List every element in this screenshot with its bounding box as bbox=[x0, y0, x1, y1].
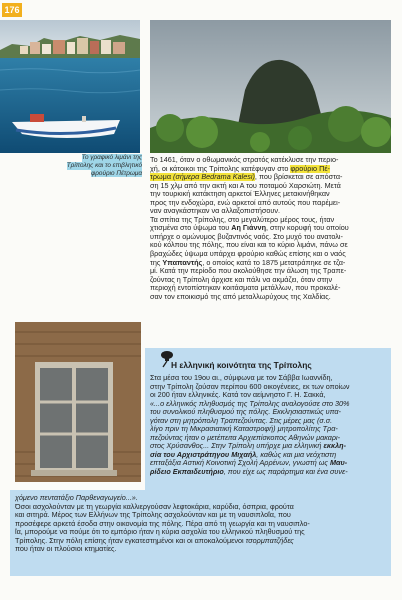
harbor-photo bbox=[0, 20, 140, 153]
text-line: οι 200 ήταν ελληνικές. Κατά τον αείμνηστο Γ. Η. Σακκά, bbox=[150, 391, 326, 400]
text-line: ση 15 χλμ από την ακτή και Α του ποταμού Χαρσιώτη. Μετά bbox=[150, 181, 341, 190]
text-line: ΐα, μπορούμε να πούμε ότι το εμπόριο ήταν η κύρια ασχολία του ελληνικού πληθυσμού της bbox=[15, 528, 305, 537]
text-line bbox=[150, 165, 390, 174]
quote-line bbox=[150, 468, 390, 477]
text-run: χή, οι κάτοικοι της Τρίπολης κατέφυγαν στο bbox=[150, 164, 291, 173]
text-line: προς την ενδοχώρα, ενώ αρκετοί από αυτούς που παρέμει- bbox=[150, 198, 341, 207]
text-run: , στην κορυφή του οποίου bbox=[266, 224, 349, 233]
photo-caption bbox=[30, 154, 142, 177]
text-run: , ο οποίος κατά το 1875 μετατράπηκε σε τζα- bbox=[202, 258, 346, 267]
text-line: Το 1461, όταν ο οθωμανικός στρατός κατέκλυσε την περιο- bbox=[150, 156, 339, 164]
text-run: , που είχε ως παράρτημα και ένα συνε- bbox=[223, 468, 348, 477]
text-run: Τρίπολης. Στην πόλη επίσης ήταν εγκατεστημένοι και οι αποκαλούμενοι bbox=[15, 536, 246, 545]
text-line: σαν τον εποικισμό της από μεταλλωρύχους της Χαλδίας. bbox=[150, 292, 331, 301]
text-line: βραχώδες ύψωμα υπάρχει φρούριο καθώς επίσης και ο ναός bbox=[150, 250, 346, 259]
caption-line: Το γραφικό λιμάνι της bbox=[81, 154, 142, 161]
text-run: της bbox=[150, 258, 163, 267]
intro-text bbox=[150, 156, 390, 301]
fortress-term: φρούριο Πέ- bbox=[290, 164, 330, 173]
text-run: στος Χρύσανθος... Στην Τρίπολη υπήρχε μια ελληνική bbox=[150, 442, 324, 451]
church-name: Υπαπαντής bbox=[162, 258, 203, 267]
text-line: Όσοι ασχολούνταν με τη γεωργία καλλιεργούσαν λεφτοκάρια, καρύδια, όσπρια, φρούτα bbox=[15, 502, 294, 511]
fortress-photo bbox=[150, 20, 391, 153]
text-line: προσέφερε αρκετά έσοδα στην οικονομία της πόλης. Πέρα από τη γεωργία και τη ναυσιπλο- bbox=[15, 519, 310, 528]
quote-line: του συνολικού πληθυσμού της πόλης. Εκκλησιαστικώς υπα- bbox=[150, 408, 341, 417]
quote-line bbox=[150, 459, 390, 468]
text-run: , που βρίσκεται σε απόστα- bbox=[254, 173, 343, 182]
text-line bbox=[150, 259, 390, 268]
quote-line: πεζούντας ήταν ο μετέπειτα Αρχιεπίσκοπος Αθηνών μακαρι- bbox=[150, 433, 341, 442]
text-run: χτισμένα στο ύψωμα του bbox=[150, 224, 232, 233]
section-body bbox=[150, 374, 390, 477]
text-line: περιοχή εντοπίστηκαν κοιτάσματα μετάλλων, που προκαλέ- bbox=[150, 284, 341, 293]
modern-name: (σήμερα Bedrama Kalesi) bbox=[171, 173, 255, 182]
section-heading: Η ελληνική κοινότητα της Τρίπολης bbox=[171, 360, 312, 370]
caption-line: φρούριο Πέτρωμα bbox=[91, 169, 142, 177]
section-body-lower bbox=[15, 494, 387, 554]
quote-line: χόμενο πεντατάξιο Παρθεναγωγείο...». bbox=[15, 494, 138, 502]
text-line bbox=[15, 537, 387, 546]
text-line bbox=[150, 173, 390, 182]
quote-line bbox=[150, 451, 390, 460]
text-line: υπήρχε ο ομώνυμος βυζαντινός ναός. Στο μυχό του ανατολι- bbox=[150, 232, 343, 241]
church-name: εκκλη- bbox=[323, 442, 347, 451]
term: τσορμπατζήδες bbox=[245, 536, 294, 545]
school-name: ρίδειο Εκπαιδευτήριο bbox=[150, 468, 224, 477]
quote-line bbox=[150, 442, 390, 451]
text-line: την τουρκική κατάκτηση αρκετοί Έλληνες μετακινήθηκαν bbox=[150, 190, 330, 199]
text-line: και σιτηρά. Μέρος των Ελλήνων της Τρίπολης ασχολούνταν και με τη ναυσιπλοΐα, που bbox=[15, 511, 291, 520]
school-name: Μαυ- bbox=[329, 459, 348, 468]
church-name: σία του Αρχιστράτηγου Μιχαήλ bbox=[150, 450, 257, 459]
quote-line: λίγο πριν τη Μικρασιατική Καταστροφή) μητροπολίτης Τρα- bbox=[150, 425, 338, 434]
fortress-term-cont: τρωμα bbox=[150, 173, 172, 182]
text-line: στην Τρίπολη ζούσαν περίπου 600 οικογένειες, εκ των οποίων bbox=[150, 382, 350, 391]
text-line bbox=[150, 224, 390, 233]
page-number: 176 bbox=[2, 3, 22, 17]
window-photo bbox=[15, 322, 141, 482]
text-line: Τα σπίτια της Τρίπολης, στο μεγαλύτερο μέρος τους, ήταν bbox=[150, 215, 335, 224]
text-line: ναν αναγκάστηκαν να αλλαξοπιστήσουν. bbox=[150, 207, 280, 216]
quote-line: γόταν στη μητρόπολη Τραπεζούντας. Στις μέρες μας (σ.σ. bbox=[150, 416, 333, 425]
text-line: κού κόλπου της πόλης, που είναι και το κύριο λιμάνι, πάνω σε bbox=[150, 241, 348, 250]
text-line: ζούντας η Τρίπολη άρχισε και πάλι να ακμάζει, όταν στην bbox=[150, 275, 333, 284]
text-line: που ήταν οι πλούσιοι κτηματίες. bbox=[15, 545, 117, 554]
text-run: επταξάξια Αστική Κοινοτική Σχολή Αρρένων, γνωστή ως bbox=[150, 459, 330, 468]
text-line: Στα μέσα του 19ου αι., σύμφωνα με τον Σάββα Ιωαννίδη, bbox=[150, 374, 333, 382]
text-run: , καθώς και μια νεόχτιστη bbox=[256, 450, 337, 459]
caption-line: Τρίπολης και το επιβλητικό bbox=[66, 161, 142, 169]
place-name: Αη Γιάννη bbox=[231, 224, 267, 233]
text-line: μί. Κατά την περίοδο που ακολούθησε την άλωση της Τραπε- bbox=[150, 267, 347, 276]
quote-line: «...ο ελληνικός πληθυσμός της Τρίπολης αναλογούσε στο 30% bbox=[150, 399, 350, 408]
